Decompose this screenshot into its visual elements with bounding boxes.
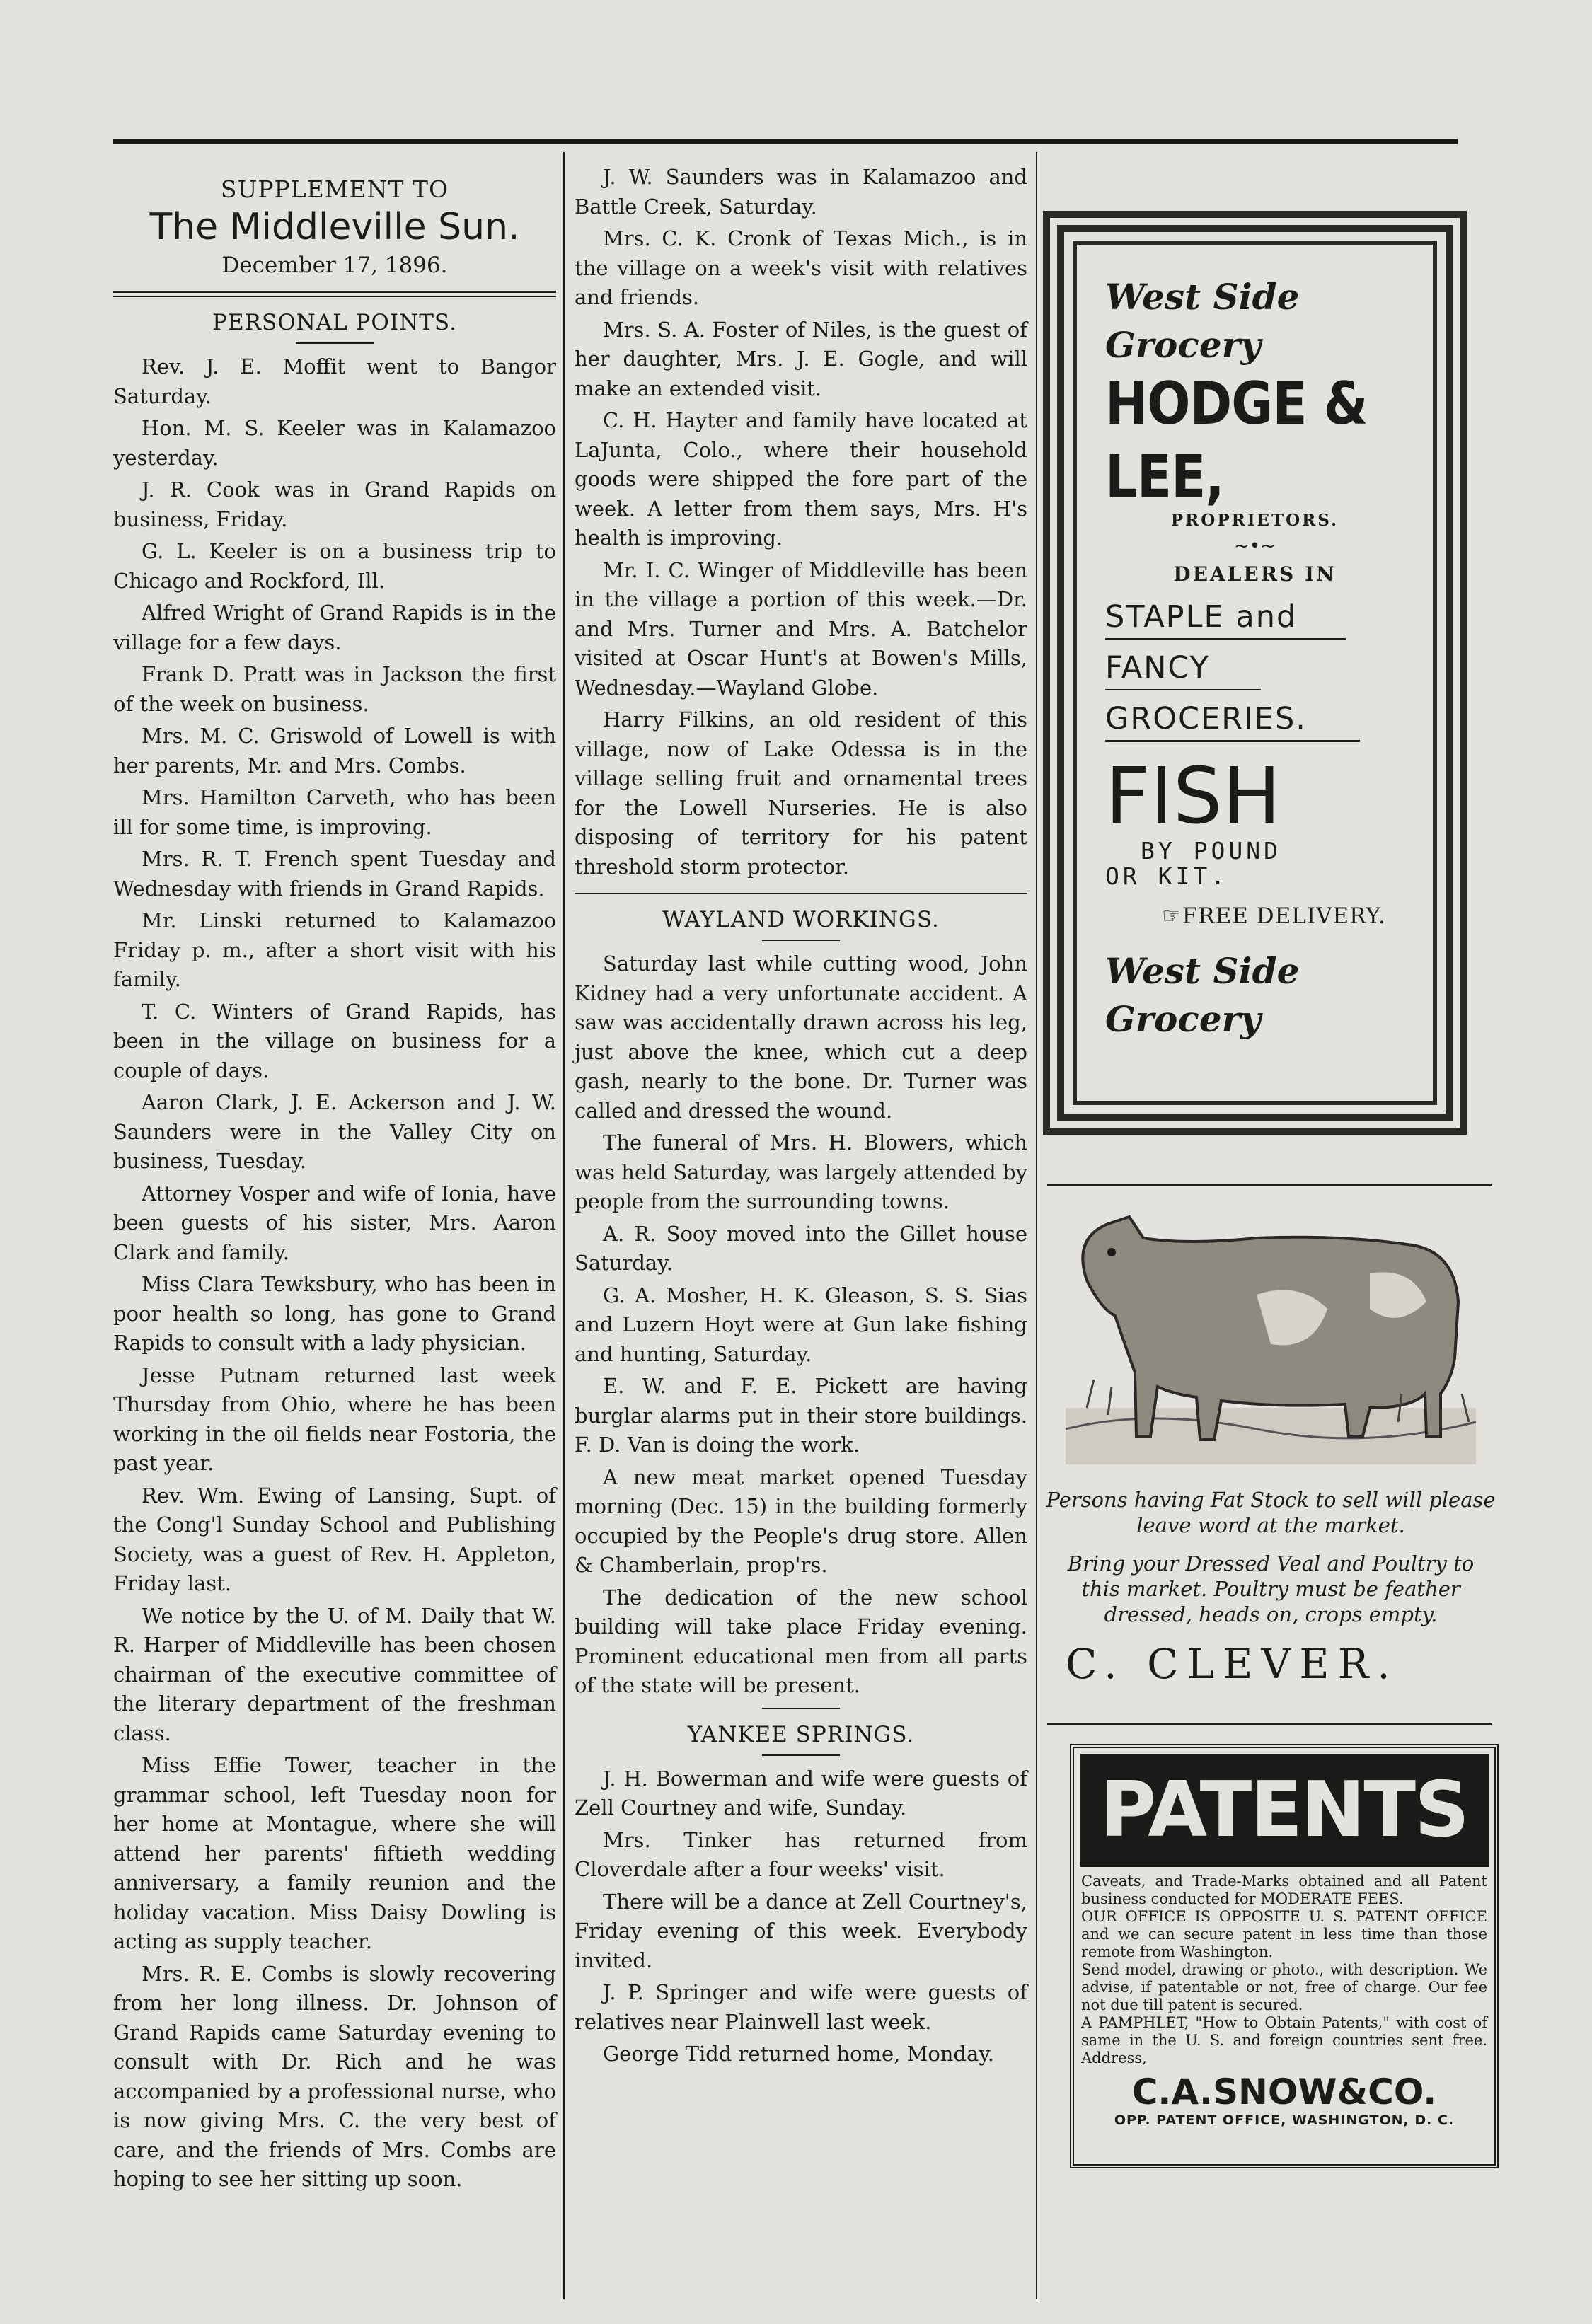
news-item: T. C. Winters of Grand Rapids, has been in the village on business for a couple of days. bbox=[113, 999, 556, 1082]
news-item: A new meat market opened Tuesday morning (Dec. 15) in the building formerly occupied by the People's drug store. Allen & Chamberlain, prop'rs. bbox=[575, 1464, 1027, 1577]
market-notice-1: Persons having Fat Stock to sell will please leave word at the market. bbox=[1046, 1488, 1496, 1537]
news-item: G. L. Keeler is on a business trip to Chicago and Rockford, Ill. bbox=[113, 539, 556, 593]
news-item: Frank D. Pratt was in Jackson the first of the week on business. bbox=[113, 662, 556, 716]
ornament-icon: ~•~ bbox=[1234, 536, 1276, 557]
news-item: Mr. I. C. Winger of Middleville has been in the village a portion of this week.—Dr. and Mrs. Turner and Mrs. A. Batchelor visited at Oscar Hunt's at Bowen's Mills, Wednesday.—Wayland Globe. bbox=[575, 557, 1027, 700]
ad-fish: FISH bbox=[1105, 751, 1281, 841]
column-1 bbox=[113, 170, 556, 2197]
patents-title: PATENTS bbox=[1080, 1754, 1489, 1867]
news-item: Mrs. R. E. Combs is slowly recovering from her long illness. Dr. Johnson of Grand Rapids came Saturday evening to consult with Dr. Rich and he was accompanied by a professional nurse, who is now giving Mrs. C. the very best of care, and the friends of Mrs. Combs are hoping to see her sitting up soon. bbox=[113, 1961, 556, 2191]
patents-text-4: A PAMPHLET, "How to Obtain Patents," with cost of same in the U. S. and foreign countries sent free. Address, bbox=[1081, 2014, 1487, 2066]
patents-text-3: Send model, drawing or photo., with description. We advise, if patentable or not, free of charge. Our fee not due till patent is secured. bbox=[1081, 1961, 1487, 2013]
news-item: Aaron Clark, J. E. Ackerson and J. W. Saunders were in the Valley City on business, Tuesday. bbox=[113, 1090, 556, 1173]
ad-or-kit: OR KIT. bbox=[1105, 862, 1229, 890]
market-proprietor: C. CLEVER. bbox=[1066, 1640, 1399, 1688]
news-item: There will be a dance at Zell Courtney's, Friday evening of this week. Everybody invited. bbox=[575, 1889, 1027, 1972]
news-item: Rev. Wm. Ewing of Lansing, Supt. of the Cong'l Sunday School and Publishing Society, was a guest of Rev. H. Appleton, Friday last. bbox=[113, 1483, 556, 1595]
personal-points-heading: PERSONAL POINTS. bbox=[212, 310, 457, 335]
news-item: Alfred Wright of Grand Rapids is in the village for a few days. bbox=[113, 601, 556, 654]
ad-proprietors-label: PROPRIETORS. bbox=[1170, 511, 1339, 530]
news-item: Attorney Vosper and wife of Ionia, have been guests of his sister, Mrs. Aaron Clark and family. bbox=[113, 1181, 556, 1264]
ad-fancy: FANCY bbox=[1105, 647, 1261, 690]
heading-dash bbox=[762, 940, 840, 941]
column-rule-2 bbox=[1036, 152, 1037, 2299]
ad-staple: STAPLE and bbox=[1105, 596, 1346, 640]
patents-text-1: Caveats, and Trade-Marks obtained and all Patent business conducted for MODERATE FEES. bbox=[1081, 1873, 1487, 1907]
ad-free-delivery: ☞FREE DELIVERY. bbox=[1162, 903, 1386, 929]
news-item: Mrs. R. T. French spent Tuesday and Wednesday with friends in Grand Rapids. bbox=[113, 847, 556, 901]
masthead-rule bbox=[113, 291, 556, 297]
news-item: Mrs. M. C. Griswold of Lowell is with her parents, Mr. and Mrs. Combs. bbox=[113, 724, 556, 777]
market-advertisement bbox=[1044, 1196, 1497, 1688]
section-dash bbox=[762, 1708, 840, 1709]
paper-title: The Middleville Sun. bbox=[149, 206, 520, 248]
ad-footer-line-2: Grocery bbox=[1105, 998, 1262, 1040]
news-item: C. H. Hayter and family have located at LaJunta, Colo., where their household goods were shipped the fore part of the week. A letter from them says, Mrs. H's health is improving. bbox=[575, 408, 1027, 550]
ad-store-line-1: West Side bbox=[1105, 276, 1300, 318]
news-item: Mr. Linski returned to Kalamazoo Friday p. m., after a short visit with his family. bbox=[113, 908, 556, 991]
news-item: J. W. Saunders was in Kalamazoo and Battle Creek, Saturday. bbox=[575, 165, 1027, 219]
patents-company: C.A.SNOW&CO. bbox=[1131, 2071, 1437, 2112]
news-item: Jesse Putnam returned last week Thursday from Ohio, where he has been working in the oil fields near Fostoria, the past year. bbox=[113, 1363, 556, 1475]
news-item: Harry Filkins, an old resident of this village, now of Lake Odessa is in the village selling fruit and ornamental trees for the Lowell Nurseries. He is also disposing of territory for his patent threshold storm protector. bbox=[575, 707, 1027, 879]
grocery-ad-content bbox=[1105, 273, 1404, 1044]
cow-illustration bbox=[1044, 1196, 1497, 1479]
ad-divider bbox=[1047, 1184, 1492, 1186]
heading-dash bbox=[762, 1754, 840, 1756]
news-item: Miss Effie Tower, teacher in the grammar school, left Tuesday noon for her home at Montague, where she will attend her parents' fiftieth wedding anniversary, a family reunion and the holiday vacation. Miss Daisy Dowling is acting as supply teacher. bbox=[113, 1753, 556, 1953]
heading-dash bbox=[296, 342, 374, 344]
yankee-springs-heading: YANKEE SPRINGS. bbox=[687, 1721, 915, 1747]
supplement-label: SUPPLEMENT TO bbox=[220, 175, 449, 203]
news-item: E. W. and F. E. Pickett are having burglar alarms put in their store buildings. F. D. Van is doing the work. bbox=[575, 1374, 1027, 1457]
news-item: Mrs. S. A. Foster of Niles, is the guest of her daughter, Mrs. J. E. Gogle, and will make an extended visit. bbox=[575, 317, 1027, 400]
ad-dealers-label: DEALERS IN bbox=[1173, 562, 1337, 586]
column-rule-1 bbox=[563, 152, 565, 2299]
news-item: Miss Clara Tewksbury, who has been in poor health so long, has gone to Grand Rapids to consult with a lady physician. bbox=[113, 1272, 556, 1355]
section-rule bbox=[575, 893, 1027, 894]
news-item: Hon. M. S. Keeler was in Kalamazoo yesterday. bbox=[113, 416, 556, 470]
news-item: The funeral of Mrs. H. Blowers, which was held Saturday, was largely attended by people from the surrounding towns. bbox=[575, 1131, 1027, 1213]
ad-footer-line-1: West Side bbox=[1105, 950, 1300, 992]
ad-groceries: GROCERIES. bbox=[1105, 698, 1360, 742]
market-notice-2: Bring your Dressed Veal and Poultry to this market. Poultry must be feather dressed, heads on, crops empty. bbox=[1067, 1551, 1475, 1626]
news-item: The dedication of the new school building will take place Friday evening. Prominent educational men from all parts of the state will be present. bbox=[575, 1585, 1027, 1697]
news-item: We notice by the U. of M. Daily that W. R. Harper of Middleville has been chosen chairman of the executive committee of the literary department of the freshman class. bbox=[113, 1603, 556, 1745]
news-item: J. H. Bowerman and wife were guests of Zell Courtney and wife, Sunday. bbox=[575, 1766, 1027, 1820]
news-item: George Tidd returned home, Monday. bbox=[603, 2042, 995, 2066]
news-item: G. A. Mosher, H. K. Gleason, S. S. Sias and Luzern Hoyt were at Gun lake fishing and hunting, Saturday. bbox=[575, 1283, 1027, 1366]
news-item: J. P. Springer and wife were guests of relatives near Plainwell last week. bbox=[575, 1980, 1027, 2034]
patents-advertisement bbox=[1070, 1744, 1499, 2168]
patents-address: OPP. PATENT OFFICE, WASHINGTON, D. C. bbox=[1114, 2112, 1455, 2128]
news-item: Saturday last while cutting wood, John Kidney had a very unfortunate accident. A saw was accidentally drawn across his leg, just above the knee, which cut a deep gash, nearly to the bone. Dr. Turner was called and dressed the wound. bbox=[575, 952, 1027, 1123]
news-item: Rev. J. E. Moffit went to Bangor Saturday. bbox=[113, 354, 556, 408]
column-2 bbox=[575, 163, 1027, 2072]
ad-proprietor-names: HODGE & LEE, bbox=[1105, 369, 1368, 511]
news-item: Mrs. Hamilton Carveth, who has been ill for some time, is improving. bbox=[113, 785, 556, 839]
ad-divider bbox=[1047, 1723, 1492, 1725]
news-item: Mrs. C. K. Cronk of Texas Mich., is in the village on a week's visit with relatives and friends. bbox=[575, 226, 1027, 309]
news-item: A. R. Sooy moved into the Gillet house Saturday. bbox=[575, 1221, 1027, 1275]
news-item: Mrs. Tinker has returned from Cloverdale after a four weeks' visit. bbox=[575, 1827, 1027, 1881]
patents-text-2: OUR OFFICE IS OPPOSITE U. S. PATENT OFFICE and we can secure patent in less time than those remote from Washington. bbox=[1081, 1908, 1487, 1960]
ad-store-line-2: Grocery bbox=[1105, 324, 1262, 366]
news-item: J. R. Cook was in Grand Rapids on business, Friday. bbox=[113, 478, 556, 531]
ad-by-pound: BY POUND bbox=[1141, 837, 1281, 865]
issue-date: December 17, 1896. bbox=[221, 253, 448, 278]
top-rule bbox=[113, 139, 1458, 144]
wayland-workings-heading: WAYLAND WORKINGS. bbox=[662, 907, 940, 932]
grocery-advertisement bbox=[1043, 211, 1467, 1135]
